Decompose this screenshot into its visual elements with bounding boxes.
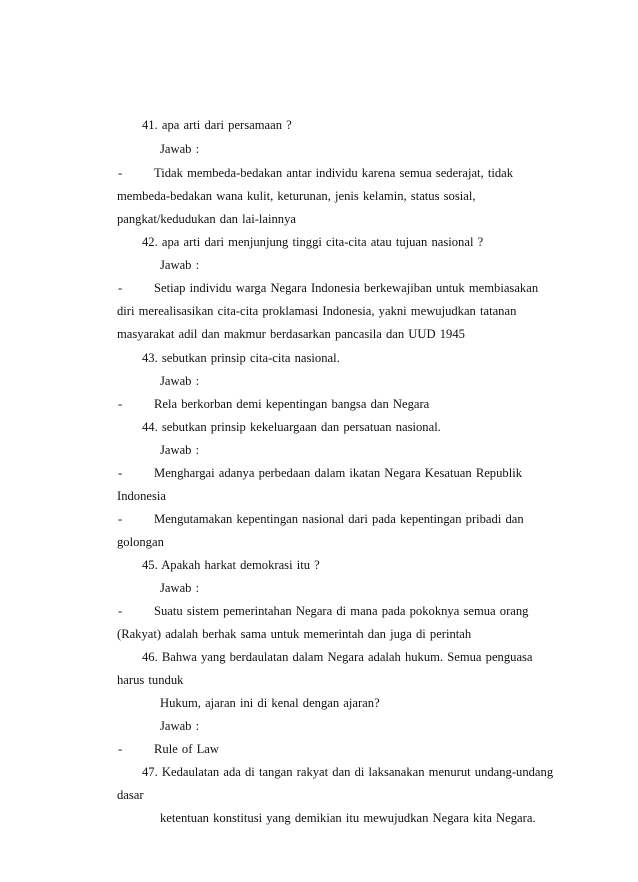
- answer-text: masyarakat adil dan makmur berdasarkan pancasila dan UUD 1945: [117, 327, 465, 341]
- question-text: ketentuan konstitusi yang demikian itu mewujudkan Negara kita Negara.: [160, 811, 536, 825]
- question-text: dasar: [117, 788, 144, 802]
- bullet-dash: -: [118, 604, 123, 618]
- answer-text: golongan: [117, 535, 164, 549]
- answer-text: Indonesia: [117, 489, 166, 503]
- answer-text: Rule of Law: [154, 742, 219, 756]
- bullet-dash: -: [118, 281, 123, 295]
- question-45: 45. Apakah harkat demokrasi itu ?: [142, 558, 320, 572]
- answer-text: Suatu sistem pemerintahan Negara di mana pada pokoknya semua orang: [154, 604, 529, 618]
- answer-text: Tidak membeda-bedakan antar individu karena semua sederajat, tidak: [154, 166, 514, 180]
- answer-label: Jawab :: [160, 142, 200, 156]
- question-46: 46. Bahwa yang berdaulatan dalam Negara adalah hukum. Semua penguasa: [142, 650, 533, 664]
- answer-label: Jawab :: [160, 719, 200, 733]
- answer-text: (Rakyat) adalah berhak sama untuk memerintah dan juga di perintah: [117, 627, 472, 641]
- question-text: Hukum, ajaran ini di kenal dengan ajaran?: [160, 696, 380, 710]
- answer-text: Mengutamakan kepentingan nasional dari pada kepentingan pribadi dan: [154, 512, 524, 526]
- answer-text: pangkat/kedudukan dan lai-lainnya: [117, 212, 296, 226]
- bullet-dash: -: [118, 742, 123, 756]
- bullet-dash: -: [118, 466, 123, 480]
- answer-label: Jawab :: [160, 581, 200, 595]
- bullet-dash: -: [118, 512, 123, 526]
- answer-text: diri merealisasikan cita-cita proklamasi Indonesia, yakni mewujudkan tatanan: [117, 304, 517, 318]
- answer-text: Rela berkorban demi kepentingan bangsa dan Negara: [154, 397, 430, 411]
- question-text: harus tunduk: [117, 673, 184, 687]
- bullet-dash: -: [118, 166, 123, 180]
- answer-text: Setiap individu warga Negara Indonesia berkewajiban untuk membiasakan: [154, 281, 539, 295]
- answer-label: Jawab :: [160, 258, 200, 272]
- question-44: 44. sebutkan prinsip kekeluargaan dan persatuan nasional.: [142, 420, 441, 434]
- question-47: 47. Kedaulatan ada di tangan rakyat dan di laksanakan menurut undang-undang: [142, 765, 554, 779]
- question-42: 42. apa arti dari menjunjung tinggi cita-cita atau tujuan nasional ?: [142, 235, 484, 249]
- answer-label: Jawab :: [160, 374, 200, 388]
- answer-text: Menghargai adanya perbedaan dalam ikatan Negara Kesatuan Republik: [154, 466, 522, 480]
- answer-text: membeda-bedakan wana kulit, keturunan, jenis kelamin, status sosial,: [117, 189, 476, 203]
- question-43: 43. sebutkan prinsip cita-cita nasional.: [142, 351, 340, 365]
- bullet-dash: -: [118, 397, 123, 411]
- answer-label: Jawab :: [160, 443, 200, 457]
- question-41: 41. apa arti dari persamaan ?: [142, 118, 292, 132]
